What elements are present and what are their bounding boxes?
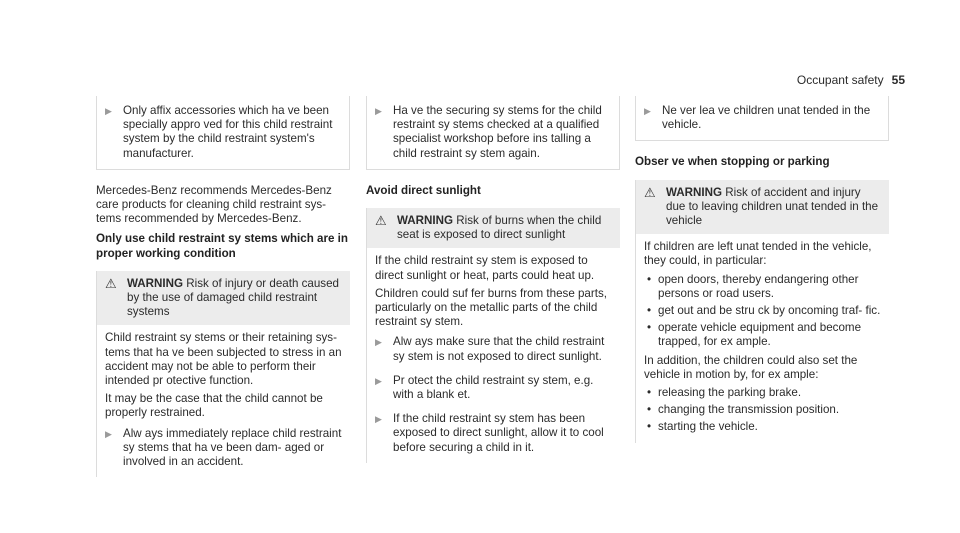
paragraph: Mercedes-Benz recommends Mercedes-Benz care products for cleaning child restraint sys- tems recommended by Mercedes-Benz.: [96, 183, 332, 226]
bullet-list: [644, 386, 881, 435]
warning-label: WARNING: [666, 185, 723, 199]
warning-triangle-icon: ⚠: [375, 213, 387, 229]
section-heading: Obser ve when stopping or parking: [635, 155, 830, 169]
list-item: • changing the transmission position.: [644, 403, 881, 417]
warning-label: WARNING: [397, 214, 454, 228]
warning-text: Risk of accident and injury due to leaving children unat tended in the vehicle: [666, 185, 879, 228]
warning-paragraph: If children are left unat tended in the vehicle, they could, in particular:: [644, 240, 872, 268]
section-heading: Avoid direct sunlight: [366, 183, 481, 197]
action-item: [375, 104, 609, 161]
list-item: • get out and be stru ck by oncoming traf- fic.: [644, 304, 881, 318]
action-item: [105, 427, 342, 474]
warning-body: [636, 234, 889, 442]
warning-body: [367, 248, 620, 462]
warning-header: [367, 208, 620, 248]
triangle-right-icon: ▶: [644, 106, 651, 116]
action-item: [105, 104, 339, 161]
warning-header: [636, 180, 889, 235]
warning-paragraph: If the child restraint sy stem is exposed to direct sunlight or heat, parts could heat up.: [375, 254, 595, 282]
list-item: • starting the vehicle.: [644, 420, 881, 434]
warning-paragraph: In addition, the children could also set the vehicle in motion by, for ex ample:: [644, 353, 858, 381]
action-text: Ne ver lea ve children unat tended in the vehicle.: [662, 104, 871, 132]
action-item: [644, 104, 878, 132]
action-item: [375, 374, 612, 406]
list-item: • open doors, thereby endangering other persons or road users.: [644, 273, 881, 301]
warning-box: [96, 271, 350, 477]
action-item: [375, 335, 612, 367]
note-box: [366, 96, 620, 170]
list-item: • releasing the parking brake.: [644, 386, 881, 400]
page-header: [797, 73, 905, 87]
section-heading: Only use child restraint sy stems which are in proper working condition: [96, 232, 348, 260]
section-title: Occupant safety: [796, 73, 884, 87]
note-box: [635, 96, 889, 141]
page-number: 55: [891, 73, 905, 87]
triangle-right-icon: ▶: [375, 414, 382, 425]
action-text: Alw ays immediately replace child restraint sy stems that ha ve been dam- aged or involved in an accident.: [123, 426, 342, 469]
warning-triangle-icon: ⚠: [644, 184, 656, 200]
note-box: [96, 96, 350, 170]
warning-paragraph: Children could suf fer burns from these parts, particularly on the metallic parts of the child restraint sy stem.: [375, 286, 607, 329]
warning-box: [366, 208, 620, 463]
column-1: [96, 96, 350, 477]
triangle-right-icon: ▶: [375, 337, 382, 348]
action-text: If the child restraint sy stem has been exposed to direct sunlight, allow it to cool before securing a child in it.: [393, 412, 604, 454]
warning-triangle-icon: ⚠: [105, 275, 117, 291]
triangle-right-icon: ▶: [105, 106, 112, 116]
warning-header: [97, 271, 350, 326]
action-text: Alw ays make sure that the child restraint sy stem is not exposed to direct sunlight.: [393, 335, 605, 363]
action-text: Only affix accessories which ha ve been specially appro ved for this child restraint system by the child restraint system's manufacturer.: [123, 104, 333, 160]
triangle-right-icon: ▶: [105, 428, 112, 439]
warning-text: Risk of burns when the child seat is exposed to direct sunlight: [397, 214, 602, 242]
action-text: Ha ve the securing sy stems for the child restraint sy stems checked at a qualified specialist workshop before ins talling a child restraint sy stem again.: [393, 104, 602, 160]
warning-paragraph: It may be the case that the child cannot be properly restrained.: [105, 392, 323, 420]
triangle-right-icon: ▶: [375, 375, 382, 386]
column-2: [366, 96, 620, 463]
warning-box: [635, 180, 889, 443]
warning-paragraph: Child restraint sy stems or their retaining sys- tems that ha ve been subjected to stress in an accident may not be able to perform their intended pr otective function.: [105, 331, 342, 388]
action-item: [375, 412, 612, 459]
warning-text: Risk of injury or death caused by the use of damaged child restraint systems: [127, 276, 339, 319]
warning-label: WARNING: [127, 276, 184, 290]
action-text: Pr otect the child restraint sy stem, e.g. with a blank et.: [393, 373, 594, 402]
triangle-right-icon: ▶: [375, 106, 382, 116]
list-item: • operate vehicle equipment and become trapped, for ex ample.: [644, 321, 881, 349]
column-3: [635, 96, 889, 443]
bullet-list: [644, 273, 881, 350]
warning-body: [97, 325, 350, 477]
